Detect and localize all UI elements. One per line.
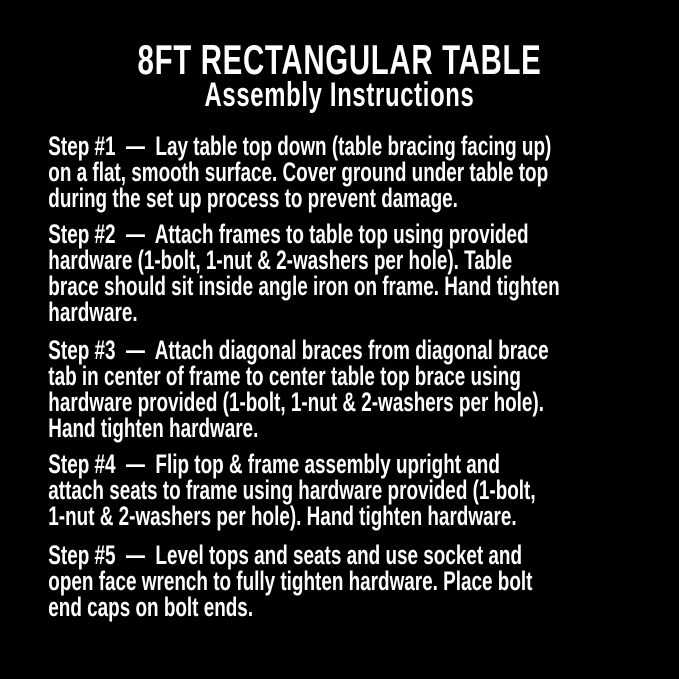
step-1-paragraph <box>48 133 551 211</box>
step-1-line-2: on a flat, smooth surface. Cover ground under table top <box>48 157 549 187</box>
step-2-line-4: hardware. <box>48 297 138 327</box>
step-2-paragraph <box>48 221 559 325</box>
step-3-line-2: tab in center of frame to center table top brace using <box>48 361 521 391</box>
step-3-line-4: Hand tighten hardware. <box>48 413 259 443</box>
step-5-line-2: open face wrench to fully tighten hardware. Place bolt <box>48 566 533 596</box>
step-4-line-2: attach seats to frame using hardware provided (1-bolt, <box>48 475 536 505</box>
step-3-line-3: hardware provided (1-bolt, 1-nut & 2-washers per hole). <box>48 387 544 417</box>
step-3-paragraph <box>48 337 548 441</box>
step-4-paragraph <box>48 451 535 529</box>
step-1-line-1: Step #1 — Lay table top down (table bracing facing up) <box>48 131 552 161</box>
step-4-line-3: 1-nut & 2-washers per hole). Hand tighten hardware. <box>48 501 517 531</box>
step-3-line-1: Step #3 — Attach diagonal braces from diagonal brace <box>48 335 549 365</box>
step-2-line-3: brace should sit inside angle iron on frame. Hand tighten <box>48 271 560 301</box>
step-4-line-1: Step #4 — Flip top & frame assembly upright and <box>48 449 500 479</box>
step-5-line-3: end caps on bolt ends. <box>48 592 254 622</box>
step-2-line-1: Step #2 — Attach frames to table top using provided <box>48 219 529 249</box>
page-subtitle: Assembly Instructions <box>204 76 475 114</box>
page-title: 8FT RECTANGULAR TABLE <box>137 36 542 83</box>
step-5-line-1: Step #5 — Level tops and seats and use socket and <box>48 540 523 570</box>
step-5-paragraph <box>48 542 532 620</box>
step-2-line-2: hardware (1-bolt, 1-nut & 2-washers per hole). Table <box>48 245 513 275</box>
step-1-line-3: during the set up process to prevent damage. <box>48 183 458 213</box>
